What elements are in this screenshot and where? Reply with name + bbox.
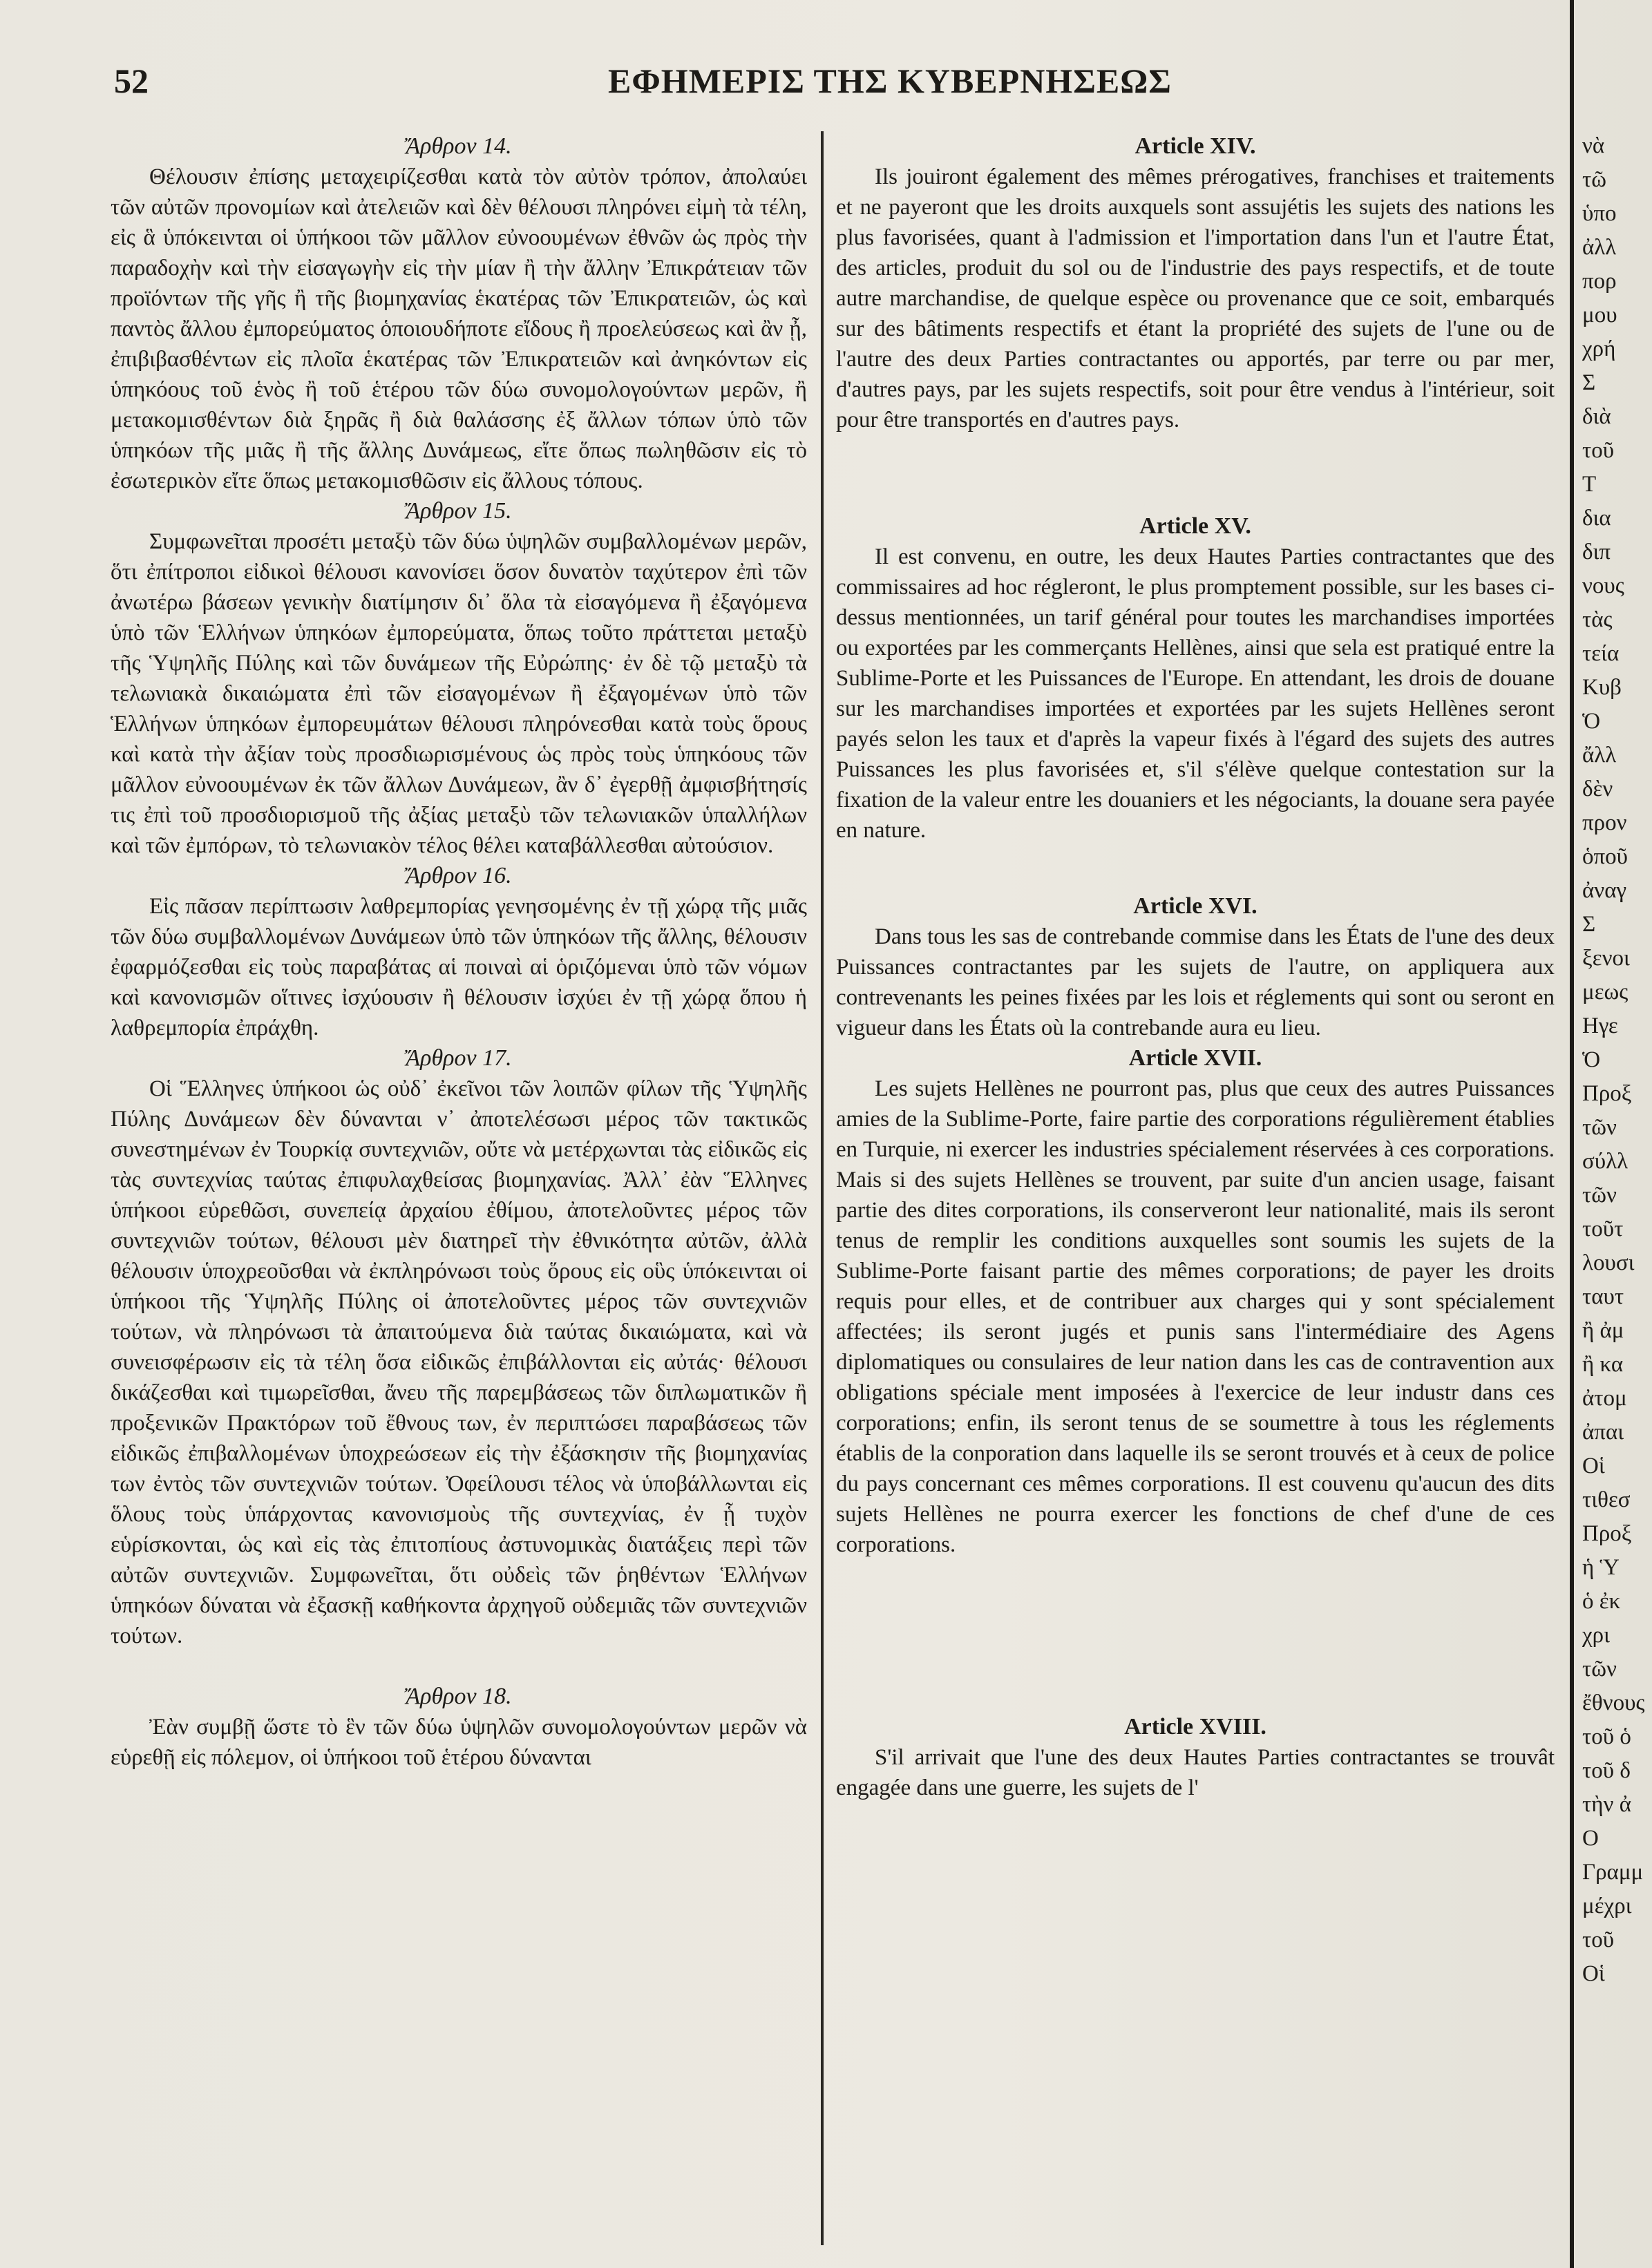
greek-column	[111, 131, 807, 1773]
article-text: Θέλουσιν ἐπίσης μεταχειρίζεσθαι κατὰ τὸν αὐτὸν τρόπον, ἀπολαύει τῶν αὐτῶν προνομίων καὶ ἀτελειῶν καὶ δὲν θέλουσι πληρόνει εἰμὴ τὰ τέλη, εἰς ἃ ὑπόκεινται οἱ ὑπήκοοι τῶν μᾶλλον εὐνοουμένων ἐθνῶν ὡς πρὸς τὴν παραδοχὴν καὶ τὴν εἰσαγωγὴν εἰς τὴν μίαν ἢ τὴν ἄλλην Ἐπικράτειαν τῶν προϊόντων τῆς γῆς ἢ τῆς βιομηχανίας ἑκατέρας τῶν Ἐπικρατειῶν, ὡς καὶ παντὸς ἄλλου ἐμπορεύματος ὁποιουδήποτε εἴδους ἢ προελεύσεως καὶ ἂν ᾖ, ἐπιβιβασθέντων εἰς πλοῖα ἑκατέρας τῶν Ἐπικρατειῶν καὶ ἀνηκόντων εἰς ὑπηκόους τοῦ ἑνὸς ἢ τοῦ ἑτέρου τῶν δύω συνομολογούντων μερῶν, ἢ μετακομισθέντων διὰ ξηρᾶς ἢ διὰ θαλάσσης ἐξ ἄλλων τόπων ὑπὸ τῶν ὑπηκόων τῆς μιᾶς ἢ τῆς ἄλλης Δυνάμεως, εἴτε ὅπως πωληθῶσιν εἰς τὸ ἐσωτερικὸν εἴτε ὅπως μετακομισθῶσιν εἰς ἄλλους τόπους.	[111, 164, 807, 493]
article-text: Συμφωνεῖται προσέτι μεταξὺ τῶν δύω ὑψηλῶν συμβαλλομένων μερῶν, ὅτι ἐπίτροποι εἰδικοὶ θέλουσι κανονίσει ὅσον δυνατὸν ταχύτερον ἐπὶ τῶν ἀνωτέρω βάσεων γενικὴν διατίμησιν δι᾽ ὅλα τὰ εἰσαγόμενα ἢ ἐξαγόμενα ὑπὸ τῶν Ἑλλήνων ὑπηκόων ἐμπορεύματα, ὅπως τοῦτο πράττεται μεταξὺ τῆς Ὑψηλῆς Πύλης καὶ τῶν δυνάμεων τῆς Εὐρώπης· ἐν δὲ τῷ μεταξὺ τὰ τελωνιακὰ δικαιώματα ἐπὶ τῶν εἰσαγομένων ἢ ἐξαγομένων ὑπὸ τῶν Ἑλλήνων ὑπηκόων ἐμπορευμάτων θέλουσι πληρόνεσθαι κατὰ τοὺς ὅρους καὶ κατὰ τὴν ἀξίαν τοὺς προσδιωρισμένους ὡς πρὸς τοὺς ὑπηκόους τῶν μᾶλλον εὐνοουμένων ἐκ τῶν ἄλλων Δυνάμεων, ἂν δ᾽ ἐγερθῇ ἀμφισβήτησίς τις ἐπὶ τοῦ προσδιορισμοῦ τῆς ἀξίας μεταξὺ τῶν τελωνιακῶν ὑπαλλήλων καὶ τῶν ἐμπόρων, τὸ τελωνιακὸν τέλος θέλει καταβάλλεσθαι αὐτούσιον.	[111, 529, 807, 858]
adjacent-page-word: τιθεσ	[1582, 1487, 1631, 1512]
article-heading: Ἄρθρον 15.	[406, 498, 512, 524]
adjacent-page-word: Τ	[1582, 472, 1597, 497]
adjacent-page-word: τῶν	[1582, 1183, 1617, 1208]
adjacent-page-word: Οἱ	[1582, 1961, 1605, 1986]
article-heading: Article XVII.	[1128, 1045, 1262, 1071]
article-heading: Article XVIII.	[1124, 1714, 1266, 1740]
article-text: Dans tous les sas de contrebande commise dans les États de l'une des deux Puissances contractantes par les sujets de l'autre, on appliquera aux contrevenants les peines fixées par les lois et réglements qui sont ou seront en vigueur dans les États où la contrebande aura eu lieu.	[836, 924, 1555, 1040]
adjacent-page-word: Ο	[1582, 1826, 1599, 1851]
page-number: 52	[114, 61, 149, 100]
adjacent-page-word: τῶν	[1582, 1657, 1617, 1681]
adjacent-page-word: τὴν ἀ	[1582, 1792, 1631, 1817]
adjacent-page-word: τοῦ ὁ	[1582, 1724, 1631, 1749]
article-text: Εἰς πᾶσαν περίπτωσιν λαθρεμπορίας γενησομένης ἐν τῇ χώρᾳ τῆς μιᾶς τῶν δύω συμβαλλομένων Δυνάμεων ὑπὸ τῶν ὑπηκόων τῆς ἄλλης, θέλουσιν ἐφαρμόζεσθαι εἰς τοὺς παραβάτας αἱ ποιναὶ αἱ ὁριζόμεναι ὑπὸ τῶν νόμων καὶ κανονισμῶν οἵτινες ἰσχύουσιν ἢ θέλουσιν ἰσχύει ἐν τῇ χώρᾳ ὅπου ἡ λαθρεμπορία ἐπράχθη.	[111, 894, 807, 1040]
adjacent-page-word: Προξ	[1582, 1521, 1632, 1546]
adjacent-page-word: δὲν	[1582, 776, 1613, 801]
running-title: ΕΦΗΜΕΡΙΣ ΤΗΣ ΚΥΒΕΡΝΗΣΕΩΣ	[608, 61, 1172, 100]
spacer	[836, 846, 1555, 891]
adjacent-page-word: μεως	[1582, 980, 1629, 1004]
adjacent-page-word: ἔθνους	[1582, 1690, 1645, 1715]
spacer	[111, 1651, 807, 1681]
adjacent-page-word: Σ	[1582, 370, 1596, 395]
adjacent-page-word: προν	[1582, 810, 1627, 835]
adjacent-page-word: ὑπο	[1582, 201, 1617, 226]
adjacent-page-word: τεία	[1582, 641, 1620, 666]
adjacent-page-fragment	[1582, 131, 1652, 1993]
adjacent-page-word: δια	[1582, 506, 1611, 531]
adjacent-page-word: τοῦ	[1582, 438, 1615, 463]
adjacent-page-word: ἀπαι	[1582, 1420, 1624, 1445]
adjacent-page-word: ἢ κα	[1582, 1352, 1624, 1377]
column-divider	[821, 131, 824, 2245]
adjacent-page-word: διὰ	[1582, 404, 1611, 429]
adjacent-page-word: χρι	[1582, 1623, 1610, 1648]
adjacent-page-word: τοῦ	[1582, 1927, 1615, 1952]
adjacent-page-word: Ὁ	[1582, 1047, 1601, 1072]
adjacent-page-word: τῶ	[1582, 167, 1606, 192]
adjacent-page-word: λουσι	[1582, 1250, 1635, 1275]
french-column	[836, 131, 1555, 1803]
adjacent-page-word: τοῦ δ	[1582, 1758, 1631, 1783]
adjacent-page-word: ἄλλ	[1582, 743, 1617, 768]
article-text: Ἐὰν συμβῇ ὥστε τὸ ἓν τῶν δύω ὑψηλῶν συνομολογούντων μερῶν νὰ εὑρεθῇ εἰς πόλεμον, οἱ ὑπήκοοι τοῦ ἑτέρου δύνανται	[111, 1715, 807, 1770]
article-heading: Ἄρθρον 16.	[406, 863, 512, 888]
adjacent-page-word: ἀτομ	[1582, 1386, 1627, 1411]
article-text: S'il arrivait que l'une des deux Hautes Parties contractantes se trouvât engagée dans une guerre, les sujets de l'	[836, 1745, 1555, 1800]
adjacent-page-word: Ηγε	[1582, 1013, 1618, 1038]
article-heading: Article XIV.	[1134, 133, 1256, 159]
spacer	[836, 1560, 1555, 1712]
adjacent-page-word: πορ	[1582, 269, 1617, 294]
adjacent-page-word: τῶν	[1582, 1115, 1617, 1140]
adjacent-page-word: Οἱ	[1582, 1454, 1605, 1478]
article-text: Il est convenu, en outre, les deux Hautes Parties contractantes que des commissaires ad hoc régleront, le plus promptement possible, sur les bases ci-dessus mentionnées, un tarif général pour toutes les marchandises importées ou exportées par les commerçants Hellènes, ainsi que sela est pratiqué entre la Sublime-Porte et les Puissances de l'Europe. En attendant, les drois de douane sur les marchandises importées et exportées par les sujets Hellènes seront payés selon les taux et d'après la vapeur fixés à l'égard des sujets des autres Puissances les plus favorisées et, s'il s'élève quelque contestation sur la fixation de la valeur entre les douaniers et les négociants, la douane sera payée en nature.	[836, 544, 1555, 843]
article-heading: Article XVI.	[1133, 893, 1257, 919]
adjacent-page-word: Κυβ	[1582, 675, 1622, 700]
adjacent-page-word: ταυτ	[1582, 1284, 1624, 1309]
adjacent-page-word: ὁποῦ	[1582, 844, 1628, 869]
adjacent-page-word: ἢ ἀμ	[1582, 1318, 1624, 1343]
adjacent-page-word: ἡ Ὑ	[1582, 1555, 1620, 1580]
adjacent-page-word: ὁ ἐκ	[1582, 1589, 1621, 1614]
adjacent-page-word: Ὁ	[1582, 709, 1601, 734]
article-heading: Ἄρθρον 18.	[406, 1684, 512, 1709]
adjacent-page-word: τὰς	[1582, 607, 1613, 632]
article-text: Les sujets Hellènes ne pourront pas, plus que ceux des autres Puissances amies de la Sublime-Porte, faire partie des corporations régulièrement établies en Turquie, ni exercer les industries spécialement réservées à ces corporations. Mais si des sujets Hellènes se trouvent, par suite d'un ancien usage, faisant partie des dites corporations, ils conserveront leur nationalité, mais ils seront tenus de remplir les conditions auxquelles sont soumis les sujets de la Sublime-Porte faisant partie des mêmes corporations; de payer les droits requis pour elles, et de contribuer aux charges qui y sont spécialement affectées; ils seront jugés et punis sans l'intermédiaire des Agens diplomatiques ou consulaires de leur nation dans les cas de contravention aux obligations spéciale ment imposées à l'exercice de leur industr dans ces corporations; enfin, ils seront tenus de se soumettre à tous les réglements établis de la conporation dans laquelle ils se seront trouvés et à ceux de police du pays concernant ces mêmes corporations. Il est couvenu qu'aucun des dits sujets Hellènes ne pourra exercer les fonctions de chef d'une de ces corporations.	[836, 1076, 1555, 1557]
article-heading: Ἄρθρον 14.	[406, 133, 512, 159]
page-edge-rule	[1570, 0, 1574, 2268]
adjacent-page-word: Σ	[1582, 912, 1596, 937]
adjacent-page-word: μου	[1582, 303, 1617, 327]
adjacent-page-word: νὰ	[1582, 133, 1605, 158]
adjacent-page-word: Γραμμ	[1582, 1860, 1644, 1885]
article-heading: Article XV.	[1139, 513, 1251, 539]
spacer	[836, 435, 1555, 511]
adjacent-page-word: νους	[1582, 573, 1624, 598]
adjacent-page-word: χρή	[1582, 336, 1616, 361]
adjacent-page-word: μέχρι	[1582, 1894, 1632, 1918]
adjacent-page-word: Προξ	[1582, 1081, 1632, 1106]
adjacent-page-word: ἀναγ	[1582, 878, 1627, 903]
article-heading: Ἄρθρον 17.	[406, 1045, 512, 1071]
adjacent-page-word: τοῦτ	[1582, 1217, 1624, 1241]
article-text: Οἱ Ἕλληνες ὑπήκοοι ὡς οὐδ᾽ ἐκεῖνοι τῶν λοιπῶν φίλων τῆς Ὑψηλῆς Πύλης Δυνάμεων δὲν δύνανται ν᾽ ἀποτελέσωσι μέρος τῶν τακτικῶς συνεστημένων ἐν Τουρκίᾳ συντεχνιῶν, οὔτε νὰ μετέρχωνται τὰς εἰδικῶς εἰς τὰς συντεχνίας ταύτας ἐπιφυλαχθείσας βιομηχανίας. Ἀλλ᾽ ἐὰν Ἕλληνες ὑπήκοοι εὑρεθῶσι, συνεπείᾳ ἀρχαίου ἐθίμου, ἀποτελοῦντες μέρος τῶν συντεχνιῶν τούτων, θέλουσι μὲν διατηρεῖ τὴν ἐθνικότητα αὐτῶν, ἀλλὰ θέλουσιν ὑποχρεοῦσθαι νὰ ἐκπληρόνωσι τοὺς ὅρους εἰς οὓς ὑπόκεινται οἱ ὑπήκοοι τῆς Ὑψηλῆς Πύλης οἱ ἀποτελοῦντες μέρος τῶν συντεχνιῶν τούτων, νὰ πληρόνωσι τὰ ἀπαιτούμενα διὰ ταύτας δικαιώματα, καὶ νὰ συνεισφέρωσιν εἰς τὰ τέλη ὅσα εἰδικῶς ἐπιβάλλονται εἰς αὐτάς· θέλουσι δικάζεσθαι καὶ τιμωρεῖσθαι, ἄνευ τῆς παρεμβάσεως τῶν διπλωματικῶν ἢ προξενικῶν Πρακτόρων τοῦ ἔθνους των, ἐν περιπτώσει παραβάσεως τῶν εἰδικῶς ἐπιβαλλομένων ὑποχρεώσεων εἰς τὴν ἐξάσκησιν τῆς βιομηχανίας των ἐντὸς τῶν συντεχνιῶν τούτων. Ὀφείλουσι τέλος νὰ ὑποβάλλωνται εἰς ὅλους τοὺς ὑπάρχοντας κανονισμοὺς τῆς συντεχνίας, ἐν ᾗ τυχὸν εὑρίσκονται, ὡς καὶ εἰς τὰς ἐπιτοπίους ἀστυνομικὰς διατάξεις περὶ τῶν αὐτῶν συντεχνιῶν. Συμφωνεῖται, ὅτι οὐδεὶς τῶν ῥηθέντων Ἑλλήνων ὑπηκόων δύναται νὰ ἐξασκῇ καθήκοντα ἀρχηγοῦ οὐδεμιᾶς τῶν συντεχνιῶν τούτων.	[111, 1076, 807, 1648]
article-text: Ils jouiront également des mêmes prérogatives, franchises et traitements et ne payeront que les droits auxquels sont assujétis les sujets des nations les plus favorisées, quant à l'admission et l'importation dans l'un et l'autre État, des articles, produit du sol ou de l'industrie des pays respectifs, et de toute autre marchandise, de quelque espèce ou provenance que ce soit, embarqués sur des bâtiments respectifs et étant la propriété des sujets de l'une ou de l'autre des deux Parties contractantes ou apportés, par terre ou par mer, d'autres pays, par les sujets respectifs, soit pour être vendus à l'intérieur, soit pour être transportés en d'autres pays.	[836, 164, 1555, 432]
adjacent-page-word: διπ	[1582, 540, 1611, 564]
adjacent-page-word: ἀλλ	[1582, 235, 1617, 260]
adjacent-page-word: σύλλ	[1582, 1149, 1629, 1174]
adjacent-page-word: ξενοι	[1582, 946, 1630, 971]
